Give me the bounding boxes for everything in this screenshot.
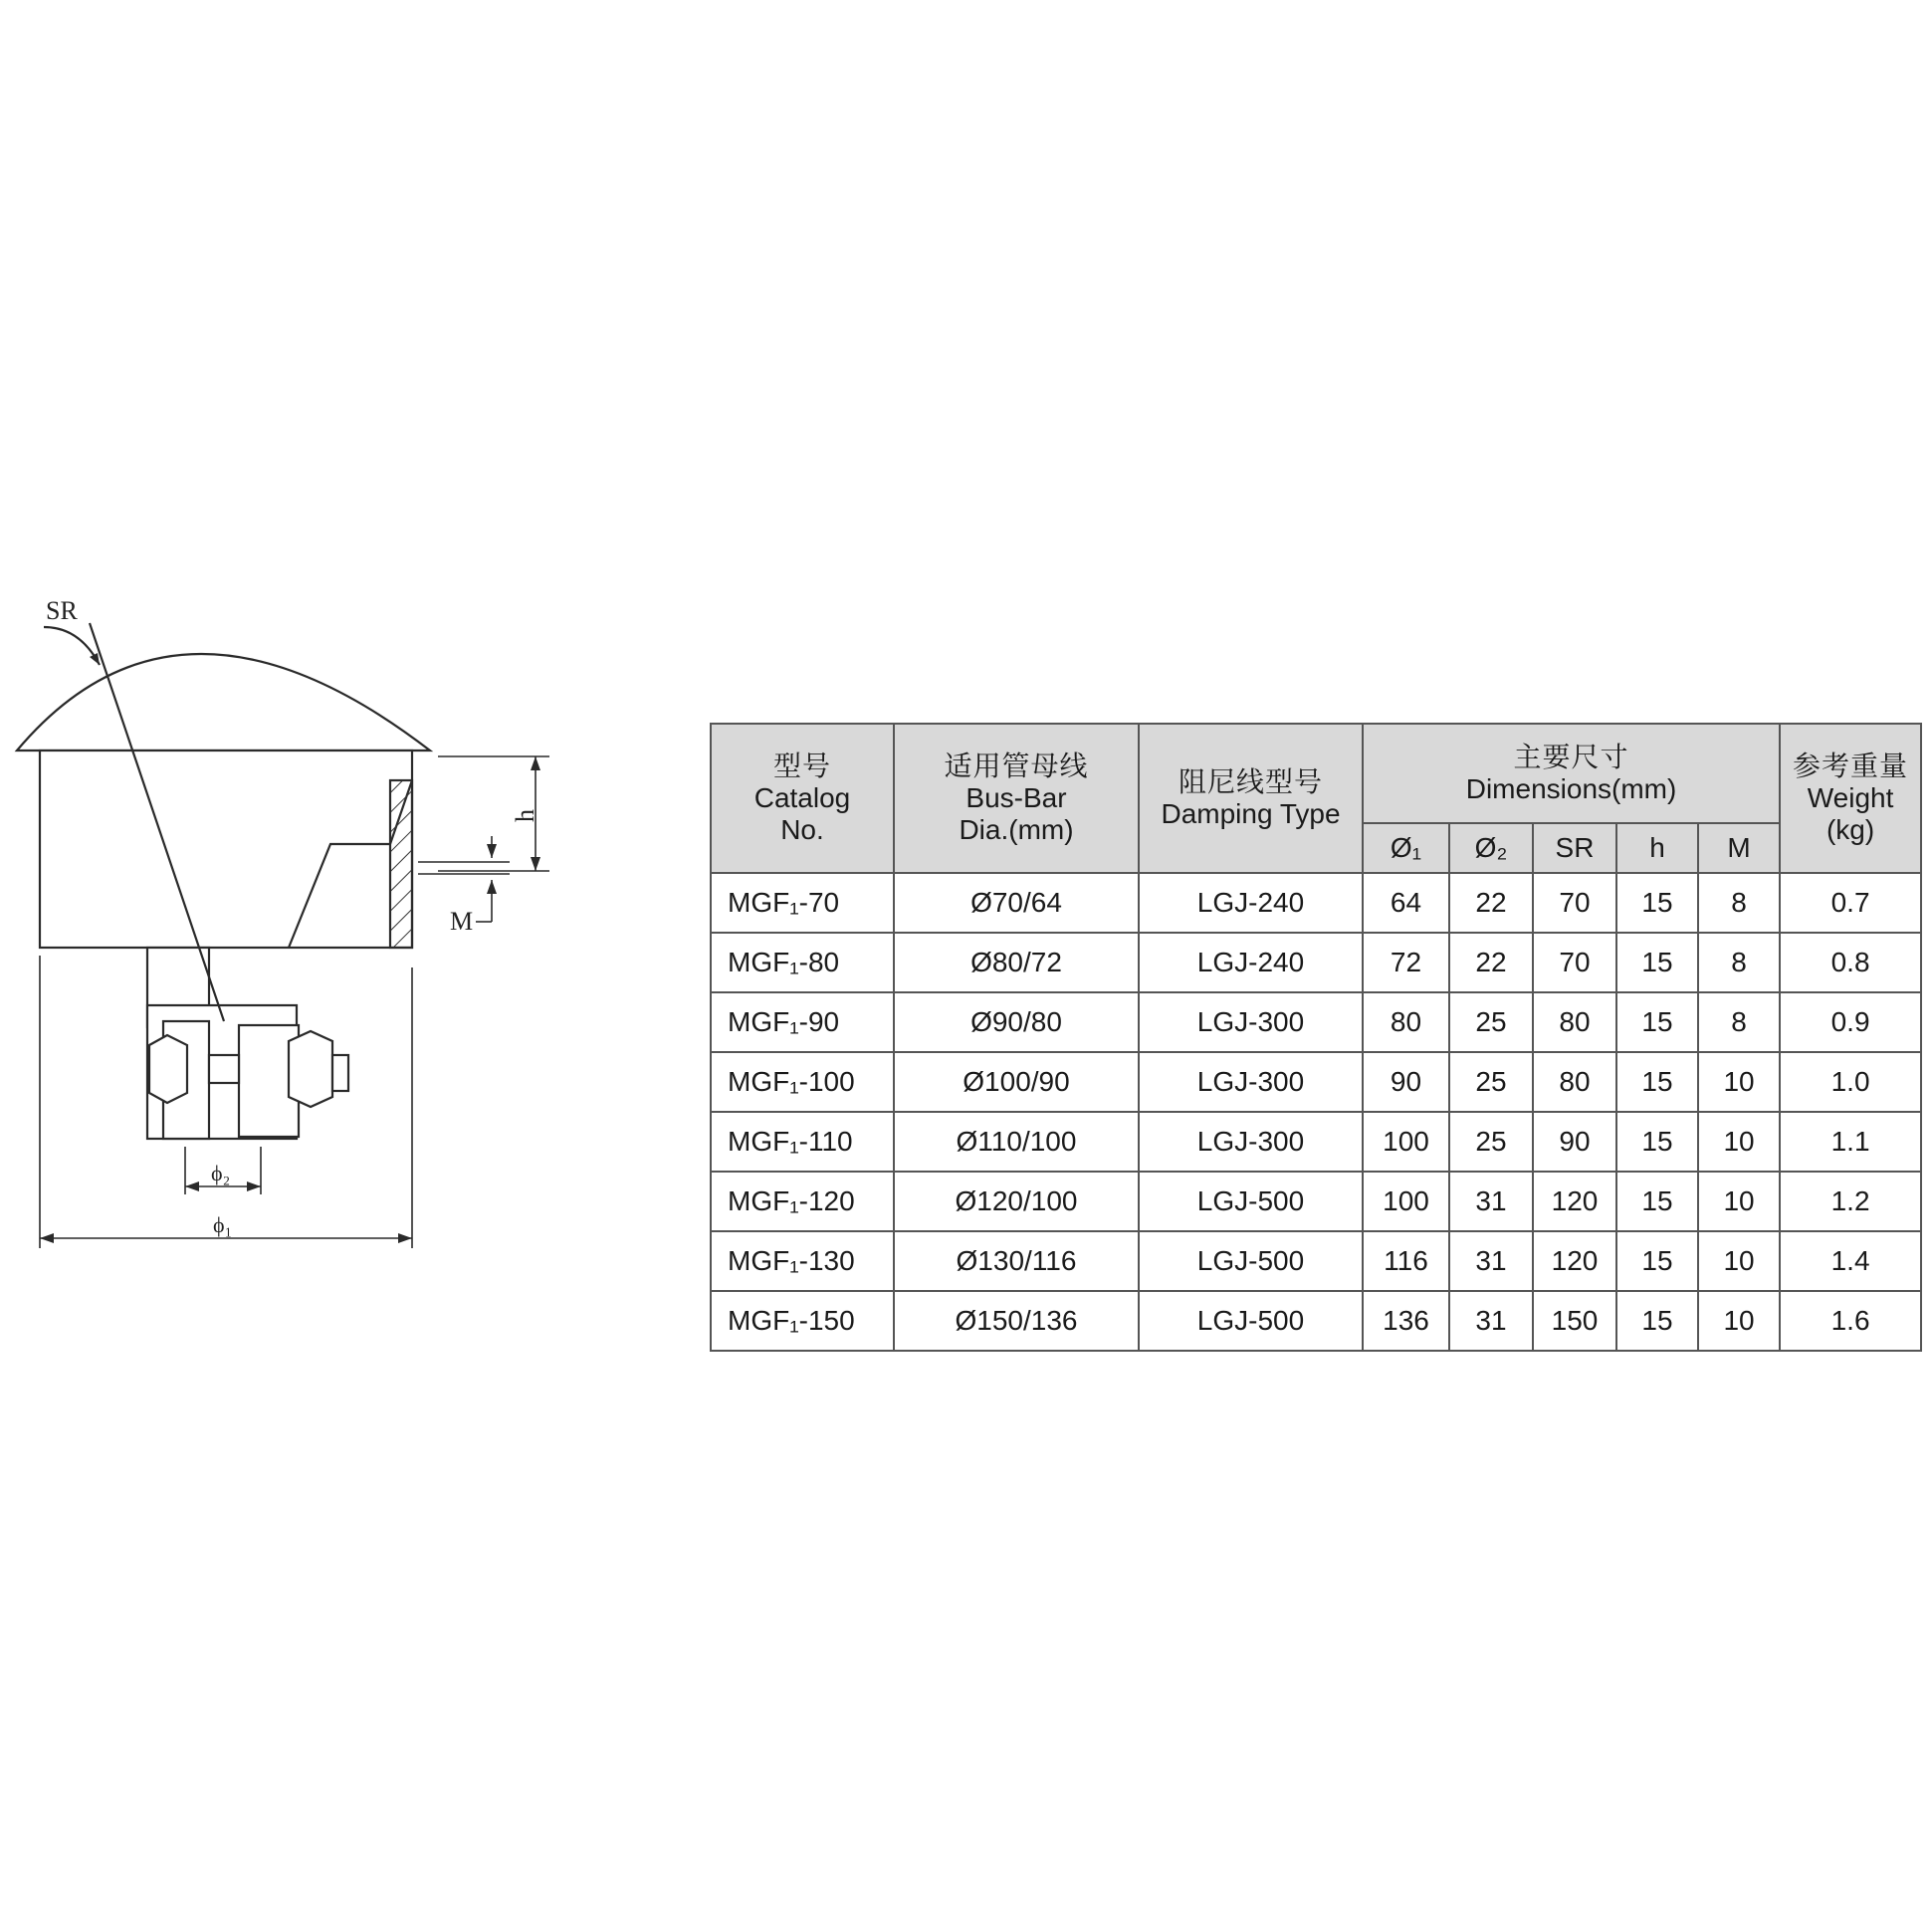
cell-d1: 72: [1363, 933, 1449, 992]
cell-sr: 120: [1533, 1172, 1616, 1231]
header-catalog: 型号 Catalog No.: [711, 724, 894, 873]
bolt-end: [332, 1055, 348, 1091]
cell-busbar: Ø100/90: [894, 1052, 1139, 1112]
cell-d2: 22: [1449, 873, 1533, 933]
cell-h: 15: [1616, 1052, 1698, 1112]
cell-sr: 120: [1533, 1231, 1616, 1291]
bolt-shaft: [209, 1055, 239, 1083]
table-row: [711, 873, 1921, 933]
header-damping: 阻尼线型号 Damping Type: [1139, 724, 1363, 873]
cell-d1: 116: [1363, 1231, 1449, 1291]
nut-left: [149, 1035, 187, 1103]
cell-weight: 1.0: [1780, 1052, 1921, 1112]
cell-catalog: MGF₁-100: [711, 1052, 894, 1112]
cell-d1: 100: [1363, 1172, 1449, 1231]
cell-damping: LGJ-500: [1139, 1172, 1363, 1231]
cell-m: 8: [1698, 873, 1780, 933]
cell-damping: LGJ-300: [1139, 992, 1363, 1052]
cell-sr: 90: [1533, 1112, 1616, 1172]
cell-d2: 22: [1449, 933, 1533, 992]
label-m: M: [450, 907, 474, 936]
cell-d2: 31: [1449, 1231, 1533, 1291]
table-row: [711, 1112, 1921, 1172]
cell-d2: 31: [1449, 1172, 1533, 1231]
cell-busbar: Ø110/100: [894, 1112, 1139, 1172]
label-phi1: ϕ₁: [213, 1212, 233, 1237]
table-row: [711, 1291, 1921, 1351]
header-h: h: [1616, 823, 1698, 873]
label-sr: SR: [46, 596, 78, 625]
cell-d2: 31: [1449, 1291, 1533, 1351]
cell-m: 8: [1698, 992, 1780, 1052]
cell-weight: 1.2: [1780, 1172, 1921, 1231]
cell-weight: 1.1: [1780, 1112, 1921, 1172]
cell-m: 10: [1698, 1291, 1780, 1351]
cell-d1: 90: [1363, 1052, 1449, 1112]
table-row: [711, 1172, 1921, 1231]
cell-busbar: Ø150/136: [894, 1291, 1139, 1351]
cell-sr: 80: [1533, 1052, 1616, 1112]
label-h: h: [511, 809, 539, 822]
cell-weight: 0.9: [1780, 992, 1921, 1052]
cell-damping: LGJ-240: [1139, 933, 1363, 992]
cell-m: 8: [1698, 933, 1780, 992]
cell-catalog: MGF₁-80: [711, 933, 894, 992]
cell-catalog: MGF₁-70: [711, 873, 894, 933]
cell-damping: LGJ-500: [1139, 1291, 1363, 1351]
cell-damping: LGJ-300: [1139, 1052, 1363, 1112]
cell-damping: LGJ-240: [1139, 873, 1363, 933]
cell-weight: 0.8: [1780, 933, 1921, 992]
spec-table-body: [711, 873, 1921, 1351]
cell-catalog: MGF₁-130: [711, 1231, 894, 1291]
cell-damping: LGJ-300: [1139, 1112, 1363, 1172]
cell-h: 15: [1616, 933, 1698, 992]
header-d2: Ø₂: [1449, 823, 1533, 873]
dome-cap: [17, 654, 430, 751]
cell-busbar: Ø90/80: [894, 992, 1139, 1052]
cell-h: 15: [1616, 992, 1698, 1052]
body: [40, 751, 412, 948]
technical-drawing: [0, 0, 697, 1932]
cell-h: 15: [1616, 1231, 1698, 1291]
cell-d2: 25: [1449, 992, 1533, 1052]
header-weight: 参考重量 Weight (kg): [1780, 724, 1921, 873]
cell-h: 15: [1616, 1112, 1698, 1172]
cell-d1: 64: [1363, 873, 1449, 933]
cell-m: 10: [1698, 1172, 1780, 1231]
cell-weight: 1.6: [1780, 1291, 1921, 1351]
cell-catalog: MGF₁-90: [711, 992, 894, 1052]
cell-catalog: MGF₁-120: [711, 1172, 894, 1231]
cell-sr: 80: [1533, 992, 1616, 1052]
cell-catalog: MGF₁-150: [711, 1291, 894, 1351]
header-sr: SR: [1533, 823, 1616, 873]
cell-damping: LGJ-500: [1139, 1231, 1363, 1291]
cell-d2: 25: [1449, 1052, 1533, 1112]
hatched-wall: [390, 780, 412, 948]
cell-catalog: MGF₁-110: [711, 1112, 894, 1172]
cell-busbar: Ø130/116: [894, 1231, 1139, 1291]
label-phi2: ϕ₂: [211, 1161, 231, 1185]
table-row: [711, 1052, 1921, 1112]
cell-h: 15: [1616, 1291, 1698, 1351]
cell-d2: 25: [1449, 1112, 1533, 1172]
cell-sr: 70: [1533, 933, 1616, 992]
cell-h: 15: [1616, 873, 1698, 933]
table-row: [711, 933, 1921, 992]
cell-d1: 80: [1363, 992, 1449, 1052]
cell-d1: 136: [1363, 1291, 1449, 1351]
header-m: M: [1698, 823, 1780, 873]
nut-right: [289, 1031, 332, 1107]
header-d1: Ø₁: [1363, 823, 1449, 873]
cell-busbar: Ø120/100: [894, 1172, 1139, 1231]
table-row: [711, 1231, 1921, 1291]
cell-h: 15: [1616, 1172, 1698, 1231]
cell-m: 10: [1698, 1052, 1780, 1112]
cell-sr: 70: [1533, 873, 1616, 933]
cell-m: 10: [1698, 1231, 1780, 1291]
header-dimensions: 主要尺寸 Dimensions(mm): [1363, 724, 1780, 823]
cell-weight: 1.4: [1780, 1231, 1921, 1291]
cell-m: 10: [1698, 1112, 1780, 1172]
cell-sr: 150: [1533, 1291, 1616, 1351]
header-busbar: 适用管母线 Bus-Bar Dia.(mm): [894, 724, 1139, 873]
cell-busbar: Ø70/64: [894, 873, 1139, 933]
table-row: [711, 992, 1921, 1052]
cell-busbar: Ø80/72: [894, 933, 1139, 992]
spec-table: [710, 723, 1922, 1352]
cell-weight: 0.7: [1780, 873, 1921, 933]
cell-d1: 100: [1363, 1112, 1449, 1172]
